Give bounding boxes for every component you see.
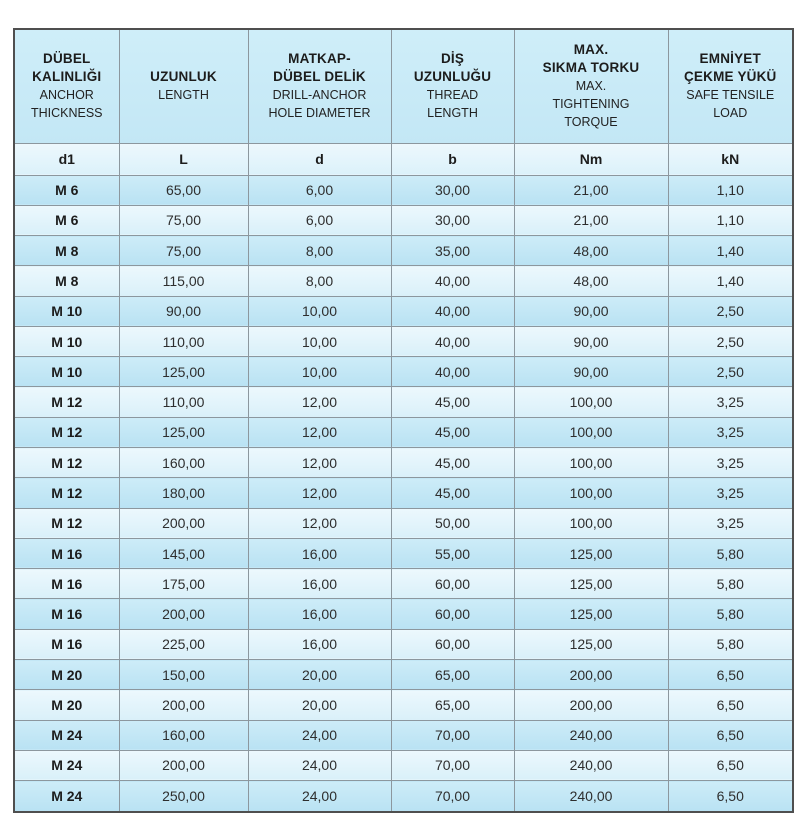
column-header-5 (514, 29, 668, 143)
column-subtitle-line: HOLE DIAMETER (268, 106, 371, 121)
column-subtitle-line: LENGTH (427, 106, 478, 121)
table-row (14, 205, 793, 235)
column-subtitle (122, 86, 246, 104)
table-row (14, 387, 793, 417)
table-row (14, 448, 793, 478)
header-row (14, 29, 793, 143)
value-cell: 2,50 (668, 357, 793, 387)
value-cell: 100,00 (514, 448, 668, 478)
table-row (14, 266, 793, 296)
column-title (251, 50, 389, 86)
value-cell: 48,00 (514, 236, 668, 266)
column-subtitle-line: ANCHOR (39, 88, 94, 103)
value-cell: 24,00 (248, 720, 391, 750)
table-row (14, 720, 793, 750)
column-title-line: MATKAP- (288, 51, 351, 67)
value-cell: 60,00 (391, 569, 514, 599)
value-cell: 75,00 (119, 205, 248, 235)
value-cell: 225,00 (119, 629, 248, 659)
unit-cell-L: L (119, 143, 248, 175)
anchor-size-cell: M 16 (14, 629, 119, 659)
column-subtitle-line: LOAD (713, 106, 748, 121)
value-cell: 30,00 (391, 205, 514, 235)
value-cell: 125,00 (119, 357, 248, 387)
column-title-line: SIKMA TORKU (542, 60, 640, 76)
value-cell: 2,50 (668, 296, 793, 326)
value-cell: 2,50 (668, 326, 793, 356)
value-cell: 125,00 (514, 538, 668, 568)
column-header-6 (668, 29, 793, 143)
anchor-size-cell: M 16 (14, 599, 119, 629)
unit-cell-b: b (391, 143, 514, 175)
column-title-line: UZUNLUĞU (413, 69, 492, 85)
value-cell: 45,00 (391, 387, 514, 417)
anchor-size-cell: M 12 (14, 448, 119, 478)
column-subtitle-line: SAFE TENSILE (686, 88, 775, 103)
column-title (517, 41, 666, 77)
value-cell: 8,00 (248, 266, 391, 296)
value-cell: 24,00 (248, 750, 391, 780)
value-cell: 5,80 (668, 599, 793, 629)
value-cell: 240,00 (514, 720, 668, 750)
value-cell: 3,25 (668, 387, 793, 417)
value-cell: 70,00 (391, 781, 514, 812)
value-cell: 175,00 (119, 569, 248, 599)
table-row (14, 357, 793, 387)
value-cell: 70,00 (391, 750, 514, 780)
value-cell: 30,00 (391, 175, 514, 205)
table-row (14, 326, 793, 356)
column-subtitle-line: MAX. (575, 79, 607, 94)
anchor-size-cell: M 12 (14, 478, 119, 508)
value-cell: 250,00 (119, 781, 248, 812)
column-title (17, 50, 117, 86)
column-header-1 (14, 29, 119, 143)
value-cell: 200,00 (119, 750, 248, 780)
value-cell: 10,00 (248, 357, 391, 387)
value-cell: 65,00 (391, 660, 514, 690)
anchor-size-cell: M 10 (14, 296, 119, 326)
value-cell: 12,00 (248, 478, 391, 508)
value-cell: 16,00 (248, 629, 391, 659)
value-cell: 200,00 (119, 508, 248, 538)
column-title-line: MAX. (573, 42, 609, 58)
value-cell: 21,00 (514, 175, 668, 205)
column-title-line: ÇEKME YÜKÜ (683, 69, 777, 85)
table-row (14, 750, 793, 780)
table-row (14, 690, 793, 720)
column-title (394, 50, 512, 86)
value-cell: 21,00 (514, 205, 668, 235)
value-cell: 40,00 (391, 266, 514, 296)
column-subtitle-line: LENGTH (158, 88, 209, 103)
anchor-size-cell: M 16 (14, 569, 119, 599)
table-row (14, 538, 793, 568)
value-cell: 1,40 (668, 266, 793, 296)
anchor-size-cell: M 12 (14, 387, 119, 417)
column-title-line: UZUNLUK (150, 69, 217, 85)
anchor-size-cell: M 12 (14, 508, 119, 538)
anchor-size-cell: M 10 (14, 357, 119, 387)
value-cell: 5,80 (668, 538, 793, 568)
value-cell: 45,00 (391, 448, 514, 478)
value-cell: 6,50 (668, 781, 793, 812)
value-cell: 75,00 (119, 236, 248, 266)
value-cell: 115,00 (119, 266, 248, 296)
value-cell: 160,00 (119, 448, 248, 478)
value-cell: 145,00 (119, 538, 248, 568)
value-cell: 150,00 (119, 660, 248, 690)
value-cell: 100,00 (514, 387, 668, 417)
value-cell: 60,00 (391, 599, 514, 629)
column-subtitle (671, 86, 791, 122)
column-subtitle (17, 86, 117, 122)
value-cell: 60,00 (391, 629, 514, 659)
value-cell: 180,00 (119, 478, 248, 508)
anchor-size-cell: M 8 (14, 236, 119, 266)
column-header-3 (248, 29, 391, 143)
value-cell: 1,40 (668, 236, 793, 266)
value-cell: 12,00 (248, 508, 391, 538)
value-cell: 20,00 (248, 660, 391, 690)
value-cell: 90,00 (514, 357, 668, 387)
unit-cell-d1: d1 (14, 143, 119, 175)
anchor-size-cell: M 20 (14, 660, 119, 690)
value-cell: 12,00 (248, 387, 391, 417)
value-cell: 110,00 (119, 387, 248, 417)
column-subtitle (251, 86, 389, 122)
table-body (14, 175, 793, 812)
value-cell: 100,00 (514, 478, 668, 508)
anchor-size-cell: M 6 (14, 205, 119, 235)
units-row (14, 143, 793, 175)
value-cell: 12,00 (248, 448, 391, 478)
value-cell: 200,00 (514, 690, 668, 720)
column-title (671, 50, 791, 86)
value-cell: 35,00 (391, 236, 514, 266)
table-row (14, 478, 793, 508)
value-cell: 12,00 (248, 417, 391, 447)
value-cell: 1,10 (668, 205, 793, 235)
table-row (14, 175, 793, 205)
value-cell: 16,00 (248, 569, 391, 599)
value-cell: 200,00 (119, 690, 248, 720)
value-cell: 48,00 (514, 266, 668, 296)
value-cell: 3,25 (668, 417, 793, 447)
value-cell: 40,00 (391, 296, 514, 326)
value-cell: 65,00 (119, 175, 248, 205)
column-title-line: DÜBEL DELİK (273, 69, 366, 85)
column-header-4 (391, 29, 514, 143)
value-cell: 100,00 (514, 508, 668, 538)
unit-cell-d: d (248, 143, 391, 175)
table-row (14, 629, 793, 659)
value-cell: 3,25 (668, 478, 793, 508)
value-cell: 90,00 (119, 296, 248, 326)
value-cell: 200,00 (514, 660, 668, 690)
anchor-size-cell: M 24 (14, 720, 119, 750)
value-cell: 45,00 (391, 417, 514, 447)
value-cell: 16,00 (248, 599, 391, 629)
value-cell: 6,50 (668, 720, 793, 750)
value-cell: 6,50 (668, 750, 793, 780)
table-row (14, 417, 793, 447)
anchor-size-cell: M 24 (14, 750, 119, 780)
value-cell: 240,00 (514, 781, 668, 812)
value-cell: 65,00 (391, 690, 514, 720)
table-head (14, 29, 793, 175)
value-cell: 10,00 (248, 326, 391, 356)
value-cell: 24,00 (248, 781, 391, 812)
value-cell: 50,00 (391, 508, 514, 538)
value-cell: 3,25 (668, 448, 793, 478)
table-row (14, 569, 793, 599)
value-cell: 125,00 (514, 569, 668, 599)
column-header-2 (119, 29, 248, 143)
value-cell: 40,00 (391, 326, 514, 356)
column-subtitle-line: TORQUE (564, 115, 618, 130)
column-subtitle-line: THICKNESS (30, 106, 103, 121)
anchor-size-cell: M 24 (14, 781, 119, 812)
value-cell: 6,00 (248, 205, 391, 235)
value-cell: 40,00 (391, 357, 514, 387)
value-cell: 20,00 (248, 690, 391, 720)
value-cell: 10,00 (248, 296, 391, 326)
value-cell: 110,00 (119, 326, 248, 356)
value-cell: 55,00 (391, 538, 514, 568)
value-cell: 90,00 (514, 326, 668, 356)
column-title-line: EMNİYET (699, 51, 761, 67)
value-cell: 6,50 (668, 690, 793, 720)
value-cell: 5,80 (668, 569, 793, 599)
column-title-line: DÜBEL (43, 51, 91, 67)
column-title-line: KALINLIĞI (32, 69, 102, 85)
table-row (14, 296, 793, 326)
table-row (14, 660, 793, 690)
value-cell: 240,00 (514, 750, 668, 780)
value-cell: 6,50 (668, 660, 793, 690)
anchor-size-cell: M 20 (14, 690, 119, 720)
value-cell: 125,00 (514, 629, 668, 659)
table-row (14, 236, 793, 266)
value-cell: 3,25 (668, 508, 793, 538)
anchor-size-cell: M 10 (14, 326, 119, 356)
value-cell: 5,80 (668, 629, 793, 659)
anchor-size-cell: M 12 (14, 417, 119, 447)
value-cell: 8,00 (248, 236, 391, 266)
value-cell: 16,00 (248, 538, 391, 568)
column-subtitle-line: DRILL-ANCHOR (272, 88, 367, 103)
value-cell: 1,10 (668, 175, 793, 205)
anchor-spec-table (13, 28, 794, 813)
anchor-size-cell: M 16 (14, 538, 119, 568)
unit-cell-kN: kN (668, 143, 793, 175)
value-cell: 90,00 (514, 296, 668, 326)
column-subtitle-line: THREAD (426, 88, 479, 103)
table-row (14, 599, 793, 629)
value-cell: 6,00 (248, 175, 391, 205)
anchor-size-cell: M 6 (14, 175, 119, 205)
column-title (122, 68, 246, 86)
value-cell: 125,00 (514, 599, 668, 629)
table-row (14, 508, 793, 538)
value-cell: 125,00 (119, 417, 248, 447)
value-cell: 100,00 (514, 417, 668, 447)
column-subtitle (394, 86, 512, 122)
anchor-size-cell: M 8 (14, 266, 119, 296)
column-subtitle-line: TIGHTENING (552, 97, 630, 112)
column-subtitle (517, 77, 666, 131)
value-cell: 160,00 (119, 720, 248, 750)
table-row (14, 781, 793, 812)
value-cell: 45,00 (391, 478, 514, 508)
column-title-line: DİŞ (440, 51, 465, 67)
unit-cell-Nm: Nm (514, 143, 668, 175)
value-cell: 70,00 (391, 720, 514, 750)
value-cell: 200,00 (119, 599, 248, 629)
